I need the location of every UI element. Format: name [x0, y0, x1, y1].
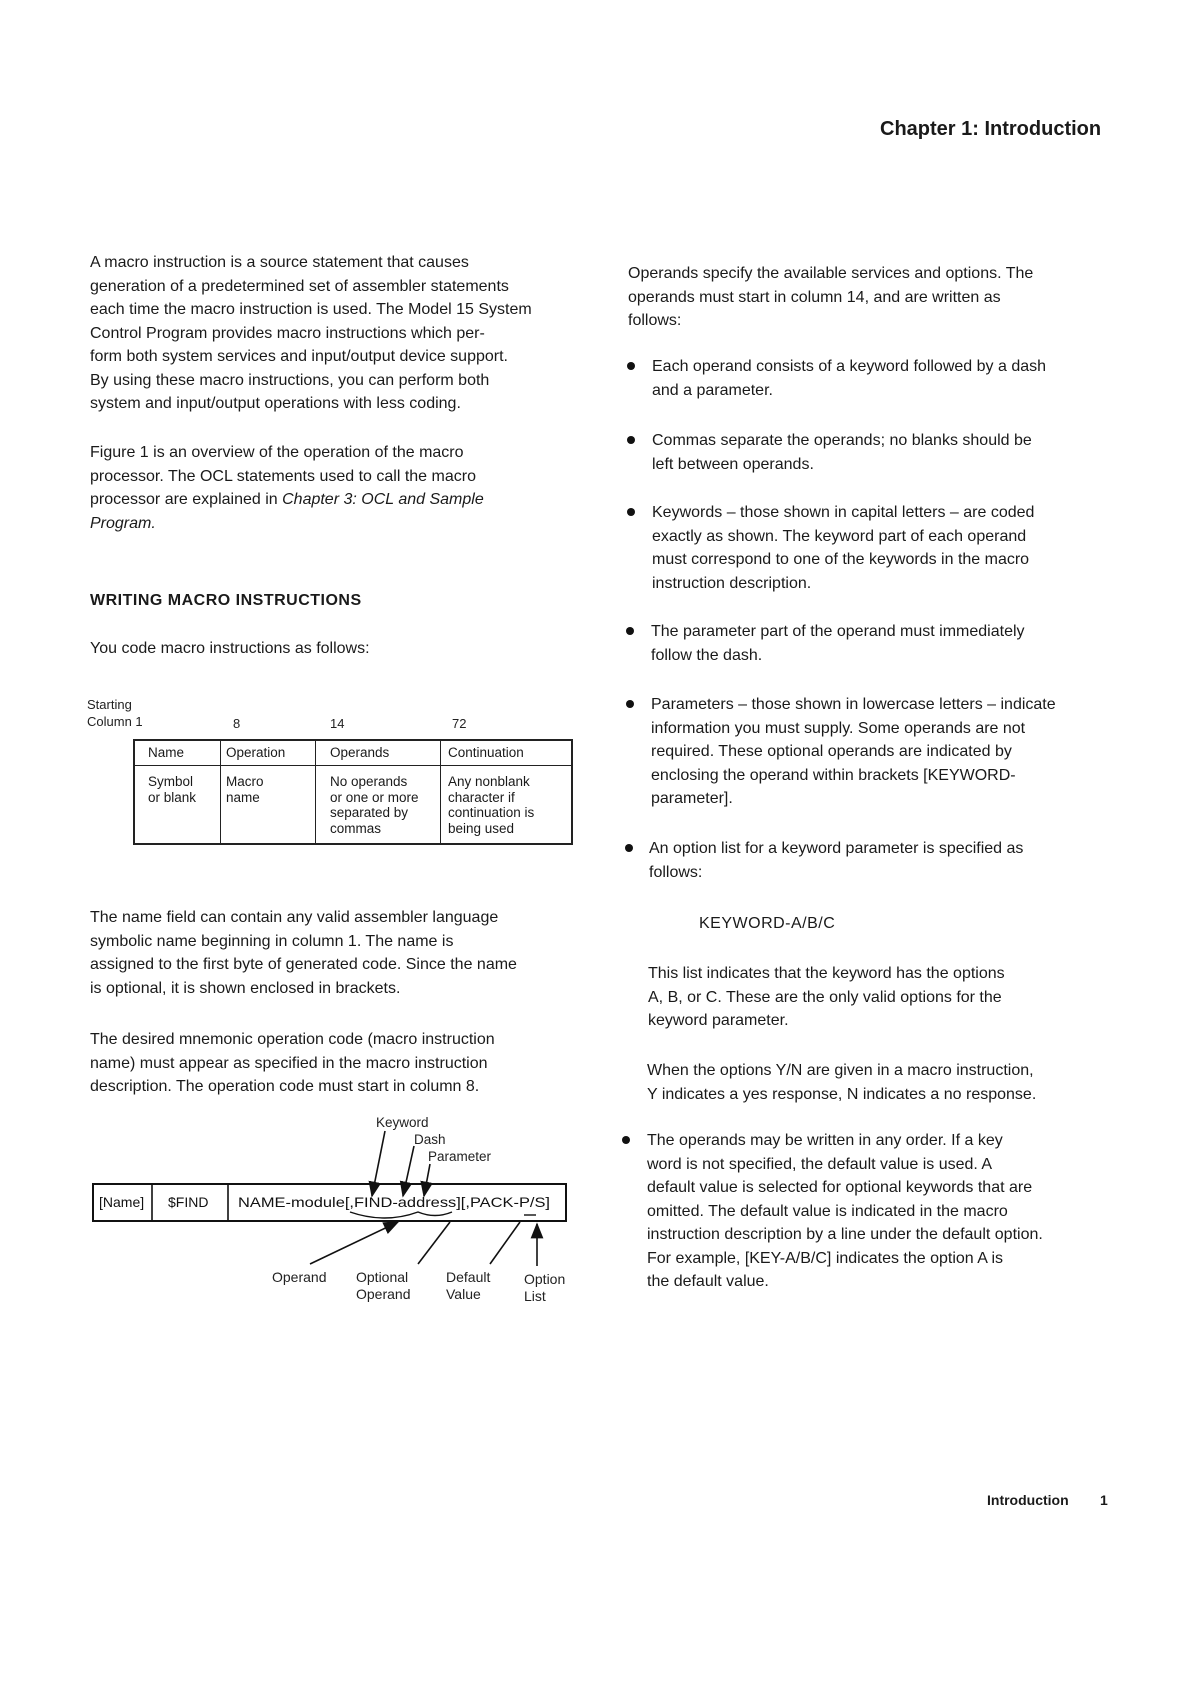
- text-line: and a parameter.: [652, 381, 773, 399]
- chapter-title: Chapter 1: Introduction: [880, 118, 1102, 140]
- bullet-item: [649, 837, 1023, 884]
- optional-label: Optional: [356, 1269, 409, 1285]
- text-line: must correspond to one of the keywords in the macro: [652, 551, 1030, 568]
- option-list-example: KEYWORD-A/B/C: [699, 915, 836, 932]
- text-line: Each operand consists of a keyword followed by a dash: [652, 358, 1047, 375]
- starting-label: Starting: [87, 697, 132, 712]
- operand-label: Operand: [272, 1269, 327, 1285]
- text-line: The desired mnemonic operation code (macro instruction: [90, 1031, 495, 1048]
- text-line: operands must start in column 14, and are written as: [628, 288, 1001, 306]
- box-operation: $FIND: [168, 1194, 209, 1210]
- bullet-dot: [626, 700, 634, 708]
- text-line: generation of a predetermined set of assembler statements: [90, 277, 509, 295]
- text-line: information you must supply. Some operands are not: [651, 719, 1026, 737]
- text-line: The parameter part of the operand must immediately: [651, 623, 1025, 640]
- section-heading: WRITING MACRO INSTRUCTIONS: [90, 592, 362, 609]
- text-line: Parameters – those shown in lowercase letters – indicate: [651, 696, 1056, 713]
- bullet-dot: [625, 844, 633, 852]
- text-line: assigned to the first byte of generated code. Since the name: [90, 956, 517, 973]
- keyword-label: Keyword: [376, 1115, 429, 1130]
- operands-intro: [628, 262, 1098, 333]
- text-line: follows:: [649, 863, 703, 881]
- option-label: Option: [524, 1271, 566, 1287]
- cell-continuation: Any nonblank character if continuation is being used: [448, 774, 535, 836]
- bullet-dot: [626, 627, 634, 635]
- optional-label: Operand: [356, 1286, 411, 1302]
- text-line: This list indicates that the keyword has the options: [648, 965, 1005, 982]
- option-label: List: [524, 1288, 546, 1304]
- parameter-arrow: [424, 1164, 430, 1196]
- header-name: Name: [148, 745, 185, 760]
- bullet-item: [647, 1129, 1043, 1294]
- text-line: An option list for a keyword parameter is specified as: [649, 840, 1024, 857]
- cell-operands: No operands or one or more separated by commas: [330, 774, 419, 836]
- page-number: 1: [1100, 1492, 1108, 1508]
- text-line: The name field can contain any valid assembler language: [90, 909, 499, 926]
- cell-operation: Macro name: [226, 774, 264, 805]
- text-line: left between operands.: [652, 455, 814, 473]
- yes-no-explanation: [647, 1059, 1036, 1106]
- bullet-item: [651, 620, 1025, 667]
- bullet-dot: [622, 1136, 630, 1144]
- text-line: description. The operation code must start in column 8.: [90, 1078, 480, 1095]
- header-operands: Operands: [330, 745, 390, 760]
- text-line: name) must appear as specified in the macro instruction: [90, 1054, 488, 1072]
- dash-label: Dash: [414, 1132, 446, 1147]
- bullet-item: [652, 429, 1032, 476]
- text-line: omitted. The default value is indicated in the macro: [647, 1202, 1008, 1220]
- optional-operand-line: [418, 1222, 450, 1264]
- text-line: The operands may be written in any order. If a key: [647, 1132, 1003, 1149]
- text-line: instruction description by a line under the default option.: [647, 1226, 1043, 1243]
- text-line: the default value.: [647, 1273, 769, 1290]
- text-line: instruction description.: [652, 574, 812, 592]
- box-name: [Name]: [99, 1194, 145, 1210]
- box-operands: NAME-module[,FIND-address][,PACK-P/S]: [238, 1194, 550, 1210]
- text-line: A macro instruction is a source statement that causes: [90, 254, 469, 271]
- footer-section: Introduction: [987, 1492, 1069, 1508]
- cell-name: Symbol or blank: [148, 774, 197, 805]
- text-line: enclosing the operand within brackets [KEYWORD-: [651, 766, 1016, 784]
- bullet-dot: [627, 362, 635, 370]
- bullet-item: [652, 355, 1046, 402]
- text-line: form both system services and input/output device support.: [90, 348, 508, 365]
- text-line: symbolic name beginning in column 1. The name is: [90, 932, 454, 950]
- text-line: Figure 1 is an overview of the operation of the macro: [90, 444, 464, 461]
- text-line: When the options Y/N are given in a macro instruction,: [647, 1062, 1034, 1079]
- text-line: follows:: [628, 312, 682, 329]
- dash-arrow: [403, 1146, 414, 1196]
- text-line: default value is selected for optional keywords that are: [647, 1179, 1033, 1196]
- text-line: follow the dash.: [651, 646, 763, 664]
- text-line: For example, [KEY-A/B/C] indicates the option A is: [647, 1249, 1004, 1267]
- text-line: Control Program provides macro instructions which per-: [90, 324, 485, 342]
- text-line: keyword parameter.: [648, 1012, 789, 1029]
- column-72-label: 72: [452, 716, 467, 731]
- text-line: parameter].: [651, 790, 733, 807]
- optional-brace: [350, 1212, 452, 1218]
- text-line: Operands specify the available services and options. The: [628, 265, 1034, 282]
- default-label: Default: [446, 1269, 491, 1285]
- text-line: Commas separate the operands; no blanks should be: [652, 432, 1032, 449]
- text-line: is optional, it is shown enclosed in brackets.: [90, 979, 401, 997]
- default-label: Value: [446, 1286, 481, 1302]
- text-line: exactly as shown. The keyword part of each operand: [652, 527, 1027, 545]
- text-line: system and input/output operations with less coding.: [90, 395, 461, 412]
- text-line: Y indicates a yes response, N indicates a no response.: [647, 1085, 1037, 1103]
- parameter-label: Parameter: [428, 1149, 492, 1164]
- text-line: A, B, or C. These are the only valid options for the: [648, 988, 1002, 1006]
- header-continuation: Continuation: [448, 745, 524, 760]
- keyword-arrow: [372, 1131, 385, 1196]
- coding-intro: You code macro instructions as follows:: [90, 640, 370, 657]
- option-list-explanation: [648, 962, 1005, 1033]
- bullet-dot: [627, 508, 635, 516]
- text-line: Keywords – those shown in capital letters – are coded: [652, 504, 1035, 521]
- text-line: each time the macro instruction is used. The Model 15 System: [90, 301, 532, 318]
- operand-arrow: [310, 1222, 398, 1264]
- default-value-line: [490, 1222, 520, 1264]
- bullet-item: [651, 693, 1056, 811]
- bullet-dot: [627, 436, 635, 444]
- text-line: processor. The OCL statements used to call the macro: [90, 467, 476, 485]
- chapter-reference: Program.: [90, 514, 156, 532]
- chapter-reference: Chapter 3: OCL and Sample: [282, 491, 484, 508]
- column-14-label: 14: [330, 716, 345, 731]
- column-1-label: Column 1: [87, 714, 143, 729]
- text-line: word is not specified, the default value is used. A: [647, 1155, 993, 1173]
- header-operation: Operation: [226, 745, 286, 760]
- text-line: By using these macro instructions, you can perform both: [90, 371, 490, 389]
- text-run: processor are explained in: [90, 491, 283, 508]
- column-8-label: 8: [233, 716, 241, 731]
- text-line: required. These optional operands are indicated by: [651, 743, 1012, 760]
- bullet-item: [652, 501, 1034, 595]
